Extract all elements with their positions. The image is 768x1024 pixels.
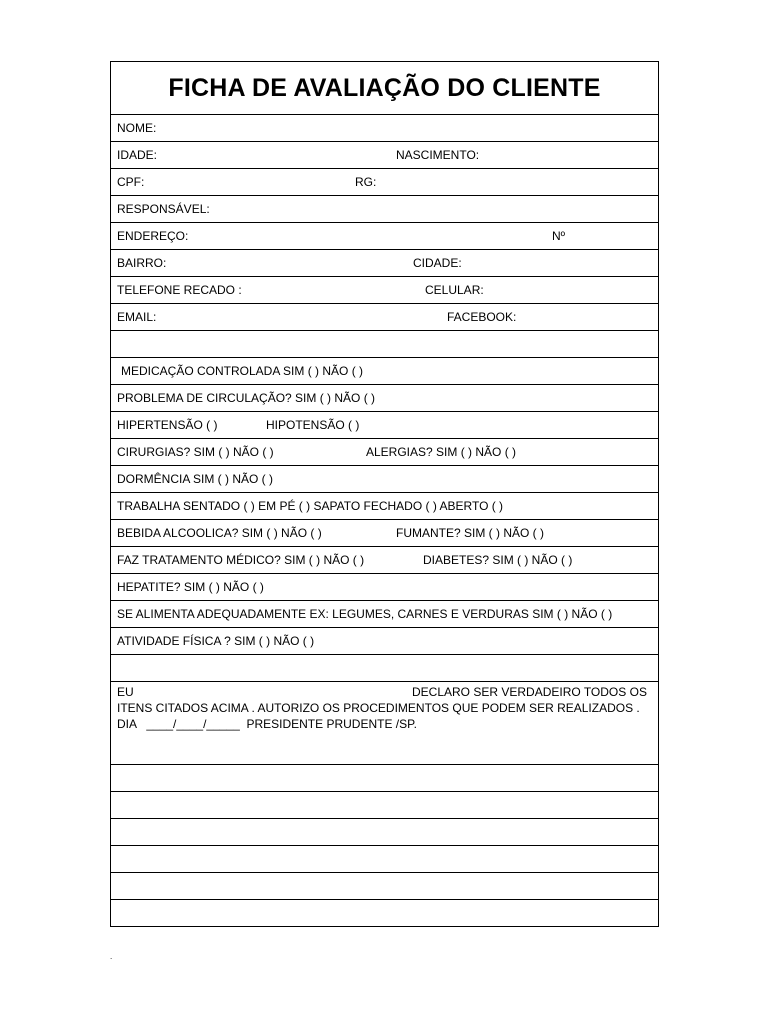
row-trabalha xyxy=(111,493,658,520)
label-fumante: FUMANTE? SIM ( ) NÃO ( ) xyxy=(396,526,544,540)
row-blank-3 xyxy=(111,765,658,792)
row-blank-6 xyxy=(111,846,658,873)
label-nascimento: NASCIMENTO: xyxy=(396,148,480,162)
declaration-line-3: DIA ____/____/_____ PRESIDENTE PRUDENTE /SP. xyxy=(117,717,417,731)
row-alimenta xyxy=(111,601,658,628)
row-blank-8 xyxy=(111,900,658,926)
label-diabetes: DIABETES? SIM ( ) NÃO ( ) xyxy=(423,553,573,567)
row-idade xyxy=(111,142,658,169)
label-responsavel: RESPONSÁVEL: xyxy=(117,202,210,216)
row-blank-4 xyxy=(111,792,658,819)
label-cidade: CIDADE: xyxy=(413,256,462,270)
row-circulacao xyxy=(111,385,658,412)
label-email: EMAIL: xyxy=(117,310,157,324)
row-cpf xyxy=(111,169,658,196)
row-atividade xyxy=(111,628,658,655)
row-hipertensao xyxy=(111,412,658,439)
label-nome: NOME: xyxy=(117,121,157,135)
label-tratamento: FAZ TRATAMENTO MÉDICO? SIM ( ) NÃO ( ) xyxy=(117,553,365,567)
label-trabalha: TRABALHA SENTADO ( ) EM PÉ ( ) SAPATO FECHADO ( ) ABERTO ( ) xyxy=(117,499,504,513)
declaration-eu: EU xyxy=(117,685,134,699)
row-nome xyxy=(111,115,658,142)
label-hipotensao: HIPOTENSÃO ( ) xyxy=(266,418,360,432)
label-hepatite: HEPATITE? SIM ( ) NÃO ( ) xyxy=(117,580,264,594)
label-hipertensao: HIPERTENSÃO ( ) xyxy=(117,418,218,432)
label-bairro: BAIRRO: xyxy=(117,256,167,270)
row-cirurgias xyxy=(111,439,658,466)
footer-mark: . xyxy=(110,952,113,961)
label-alergias: ALERGIAS? SIM ( ) NÃO ( ) xyxy=(366,445,517,459)
label-celular: CELULAR: xyxy=(425,283,484,297)
row-blank-5 xyxy=(111,819,658,846)
row-email xyxy=(111,304,658,331)
row-blank-2 xyxy=(111,655,658,682)
row-dormencia xyxy=(111,466,658,493)
label-telefone: TELEFONE RECADO : xyxy=(117,283,242,297)
evaluation-form xyxy=(110,61,659,927)
declaration-block xyxy=(111,682,658,765)
row-endereco xyxy=(111,223,658,250)
row-blank-7 xyxy=(111,873,658,900)
row-telefone xyxy=(111,277,658,304)
label-idade: IDADE: xyxy=(117,148,158,162)
row-bairro xyxy=(111,250,658,277)
label-rg: RG: xyxy=(355,175,377,189)
label-alimenta: SE ALIMENTA ADEQUADAMENTE EX: LEGUMES, CARNES E VERDURAS SIM ( ) NÃO ( ) xyxy=(117,607,613,621)
label-facebook: FACEBOOK: xyxy=(447,310,517,324)
label-bebida: BEBIDA ALCOOLICA? SIM ( ) NÃO ( ) xyxy=(117,526,322,540)
label-medicacao: MEDICAÇÃO CONTROLADA SIM ( ) NÃO ( ) xyxy=(121,364,364,378)
declaration-declaro: DECLARO SER VERDADEIRO TODOS OS xyxy=(412,685,647,699)
row-responsavel xyxy=(111,196,658,223)
label-numero: Nº xyxy=(552,229,566,243)
row-bebida xyxy=(111,520,658,547)
declaration-line-2: ITENS CITADOS ACIMA . AUTORIZO OS PROCEDIMENTOS QUE PODEM SER REALIZADOS . xyxy=(117,701,640,715)
row-hepatite xyxy=(111,574,658,601)
label-endereco: ENDEREÇO: xyxy=(117,229,189,243)
label-cpf: CPF: xyxy=(117,175,145,189)
label-circulacao: PROBLEMA DE CIRCULAÇÃO? SIM ( ) NÃO ( ) xyxy=(117,391,376,405)
row-blank-1 xyxy=(111,331,658,358)
label-atividade: ATIVIDADE FÍSICA ? SIM ( ) NÃO ( ) xyxy=(117,634,315,648)
form-title: FICHA DE AVALIAÇÃO DO CLIENTE xyxy=(111,62,658,115)
label-dormencia: DORMÊNCIA SIM ( ) NÃO ( ) xyxy=(117,472,273,486)
row-tratamento xyxy=(111,547,658,574)
label-cirurgias: CIRURGIAS? SIM ( ) NÃO ( ) xyxy=(117,445,274,459)
row-medicacao xyxy=(111,358,658,385)
